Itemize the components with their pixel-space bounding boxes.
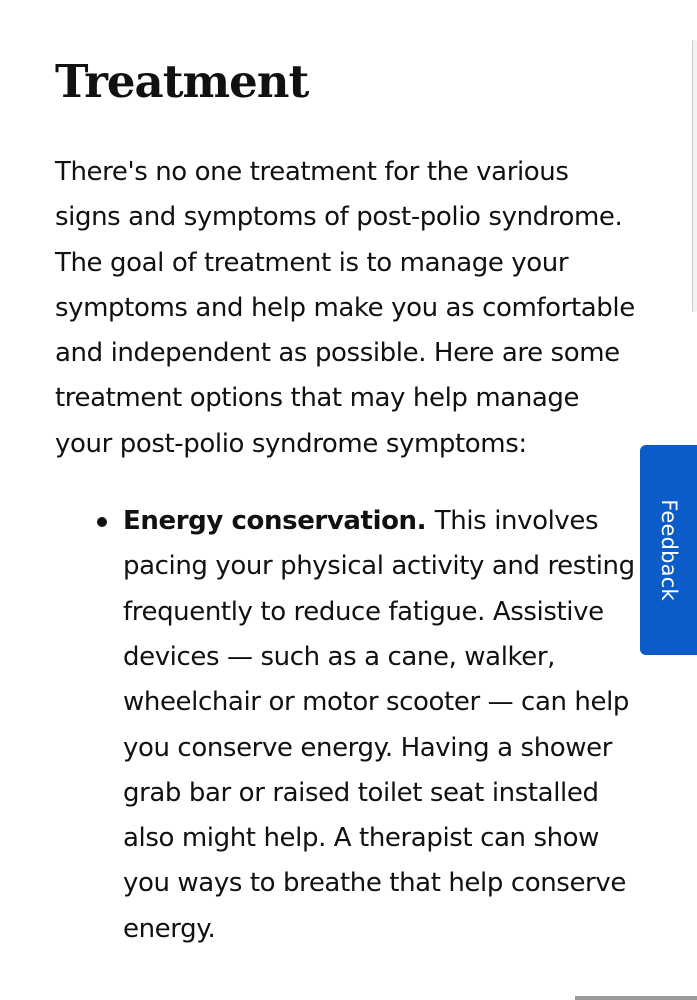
section-intro: There's no one treatment for the various signs and symptoms of post-polio syndrome. The goal of treatment is to manage your symptoms and help make you as comfortable and independent as possible. Here are some treatment options that may help manage your post-polio syndrome symptoms: <box>55 157 635 459</box>
treatment-term: Energy conservation. <box>123 506 435 537</box>
list-item <box>123 499 640 952</box>
section-heading: Treatment <box>55 55 309 108</box>
feedback-label: Feedback <box>656 499 681 601</box>
article-content <box>55 50 640 952</box>
bottom-divider <box>575 996 697 1000</box>
treatment-list <box>55 499 640 952</box>
treatment-description: This involves pacing your physical activity and resting frequently to reduce fatigue. Assistive devices — such as a cane, walker, wheelchair or motor scooter — can help you conserve energy. Having a shower grab bar or raised toilet seat installed also might help. A therapist can show you ways to breathe that help conserve energy. <box>123 506 635 944</box>
feedback-button[interactable] <box>640 445 697 655</box>
scrollbar[interactable] <box>692 40 697 312</box>
bullet-icon <box>97 517 107 527</box>
